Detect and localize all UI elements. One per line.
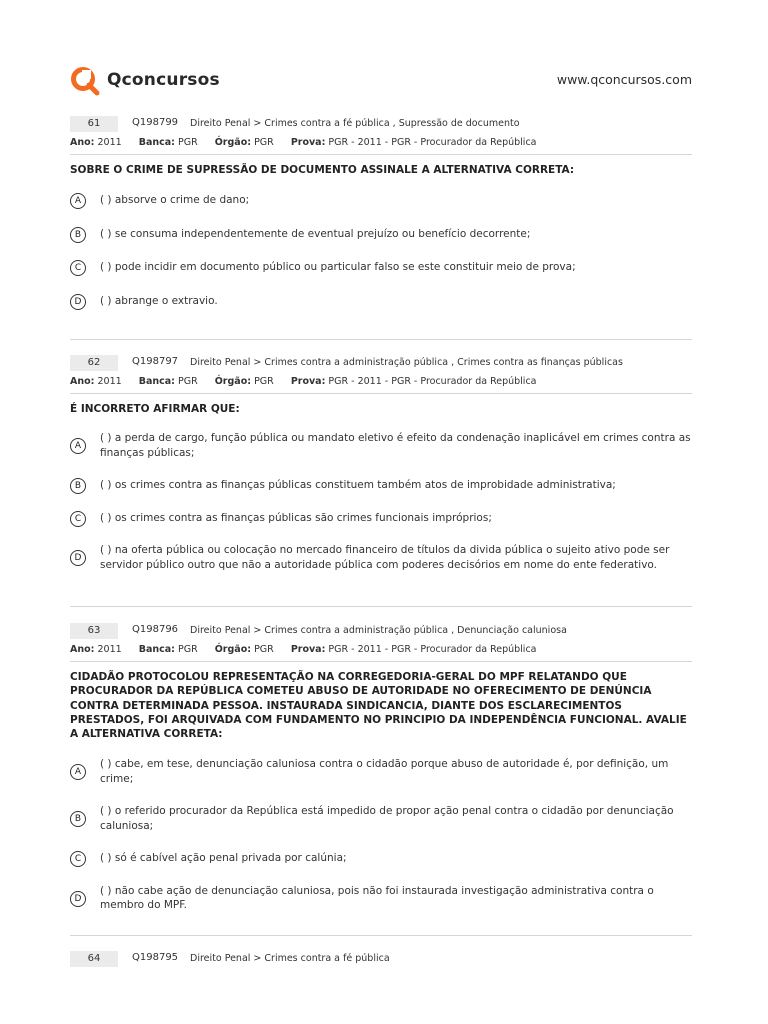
prova-value: PGR - 2011 - PGR - Procurador da República	[328, 644, 537, 655]
prova-label: Prova:	[290, 137, 326, 148]
question-number: 63	[70, 623, 118, 639]
divider	[70, 661, 692, 662]
orgao-value: PGR	[254, 137, 274, 148]
option-letter-c[interactable]: C	[70, 851, 86, 867]
prova-label: Prova:	[290, 644, 326, 655]
question-62	[70, 355, 692, 572]
question-meta	[70, 355, 692, 373]
prova-value: PGR - 2011 - PGR - Procurador da República	[328, 137, 537, 148]
orgao-label: Órgão:	[214, 137, 252, 148]
question-meta	[70, 951, 692, 969]
divider	[70, 393, 692, 394]
question-meta	[70, 116, 692, 134]
orgao-label: Órgão:	[214, 376, 252, 387]
question-subject: Direito Penal > Crimes contra a administração pública , Denunciação caluniosa	[190, 625, 567, 636]
prova-label: Prova:	[290, 376, 326, 387]
site-url[interactable]: www.qconcursos.com	[556, 72, 692, 87]
option-letter-a[interactable]: A	[70, 438, 86, 454]
option-c[interactable]	[70, 511, 692, 526]
question-stem: CIDADÃO PROTOCOLOU REPRESENTAÇÃO NA CORREGEDORIA-GERAL DO MPF RELATANDO QUE PROCURADOR DA REPÚBLICA COMETEU ABUSO DE AUTORIDADE NO OFERECIMENTO DE DENÚNCIA CONTRA DETERMINADA PESSOA. INSTAURADA SINDICANCIA, DIANTE DOS ESCLARECIMENTOS PRESTADOS, FOI ARQUIVADA COM FUNDAMENTO NO PRINCIPIO DA INDEPENDÊNCIA FUNCIONAL. AVALIE A ALTERNATIVA CORRETA:	[70, 671, 687, 741]
banca-value: PGR	[178, 376, 198, 387]
option-text: ( ) os crimes contra as finanças públicas são crimes funcionais impróprios;	[100, 511, 492, 524]
option-b[interactable]	[70, 227, 692, 242]
question-stem: SOBRE O CRIME DE SUPRESSÃO DE DOCUMENTO ASSINALE A ALTERNATIVA CORRETA:	[70, 164, 575, 176]
question-id[interactable]: Q198797	[132, 356, 179, 367]
question-separator	[70, 339, 692, 340]
logo-text[interactable]: Qconcursos	[107, 70, 220, 90]
option-letter-b[interactable]: B	[70, 227, 86, 243]
prova-value: PGR - 2011 - PGR - Procurador da República	[328, 376, 537, 387]
banca-label: Banca:	[138, 376, 175, 387]
question-subject: Direito Penal > Crimes contra a administração pública , Crimes contra as finanças públicas	[190, 357, 623, 368]
option-text: ( ) o referido procurador da República está impedido de propor ação penal contra o cidadão por denunciação caluniosa;	[100, 805, 674, 832]
option-a[interactable]	[70, 193, 692, 208]
option-a[interactable]	[70, 757, 692, 786]
question-meta	[70, 623, 692, 641]
question-stem: É INCORRETO AFIRMAR QUE:	[70, 403, 240, 415]
question-number: 64	[70, 951, 118, 967]
orgao-label: Órgão:	[214, 644, 252, 655]
ano-label: Ano:	[70, 376, 95, 387]
option-b[interactable]	[70, 478, 692, 493]
option-letter-d[interactable]: D	[70, 891, 86, 907]
option-letter-d[interactable]: D	[70, 550, 86, 566]
option-d[interactable]	[70, 294, 692, 309]
option-text: ( ) a perda de cargo, função pública ou mandato eletivo é efeito da condenação inaplicável em crimes contra as finanças públicas;	[100, 432, 691, 459]
option-text: ( ) absorve o crime de dano;	[100, 194, 250, 207]
ano-label: Ano:	[70, 137, 95, 148]
option-letter-b[interactable]: B	[70, 478, 86, 494]
banca-label: Banca:	[138, 644, 175, 655]
question-63	[70, 623, 692, 913]
divider	[70, 154, 692, 155]
option-text: ( ) não cabe ação de denunciação caluniosa, pois não foi instaurada investigação administrativa contra o membro do MPF.	[100, 884, 654, 912]
option-d[interactable]	[70, 884, 692, 913]
option-text: ( ) na oferta pública ou colocação no mercado financeiro de títulos da divida pública o sujeito ativo pode ser servidor público outro que não a autoridade pública com poderes decisórios em nome do ente federativo.	[100, 544, 670, 571]
option-text: ( ) só é cabível ação penal privada por calúnia;	[100, 852, 347, 865]
banca-value: PGR	[178, 137, 198, 148]
question-separator	[70, 935, 692, 936]
option-text: ( ) se consuma independentemente de eventual prejuízo ou benefício decorrente;	[100, 227, 531, 240]
option-text: ( ) cabe, em tese, denunciação caluniosa contra o cidadão porque abuso de autoridade é, por definição, um crime;	[100, 758, 669, 785]
question-64	[70, 951, 692, 969]
option-c[interactable]	[70, 260, 692, 275]
option-text: ( ) abrange o extravio.	[100, 294, 218, 307]
orgao-value: PGR	[254, 644, 274, 655]
ano-label: Ano:	[70, 644, 95, 655]
question-id[interactable]: Q198795	[132, 952, 179, 963]
option-text: ( ) pode incidir em documento público ou particular falso se este constituir meio de prova;	[100, 261, 576, 274]
question-id[interactable]: Q198799	[132, 117, 179, 128]
option-letter-d[interactable]: D	[70, 294, 86, 310]
option-letter-c[interactable]: C	[70, 511, 86, 527]
question-number: 61	[70, 116, 118, 132]
question-id[interactable]: Q198796	[132, 624, 179, 635]
option-text: ( ) os crimes contra as finanças públicas constituem também atos de improbidade administrativa;	[100, 479, 616, 492]
option-letter-a[interactable]: A	[70, 193, 86, 209]
option-b[interactable]	[70, 804, 692, 833]
orgao-value: PGR	[254, 376, 274, 387]
question-details	[70, 135, 692, 151]
question-separator	[70, 606, 692, 607]
option-a[interactable]	[70, 431, 692, 460]
question-subject: Direito Penal > Crimes contra a fé pública , Supressão de documento	[190, 118, 520, 129]
question-details	[70, 374, 692, 390]
option-c[interactable]	[70, 851, 692, 866]
option-letter-b[interactable]: B	[70, 811, 86, 827]
question-details	[70, 642, 692, 658]
page-header	[70, 66, 692, 100]
banca-value: PGR	[178, 644, 198, 655]
ano-value: 2011	[97, 376, 122, 387]
option-d[interactable]	[70, 543, 692, 572]
ano-value: 2011	[97, 644, 122, 655]
qconcursos-logo-icon	[70, 66, 100, 96]
banca-label: Banca:	[138, 137, 175, 148]
option-letter-c[interactable]: C	[70, 260, 86, 276]
question-subject: Direito Penal > Crimes contra a fé pública	[190, 953, 390, 964]
option-letter-a[interactable]: A	[70, 764, 86, 780]
question-61	[70, 116, 692, 308]
question-number: 62	[70, 355, 118, 371]
ano-value: 2011	[97, 137, 122, 148]
